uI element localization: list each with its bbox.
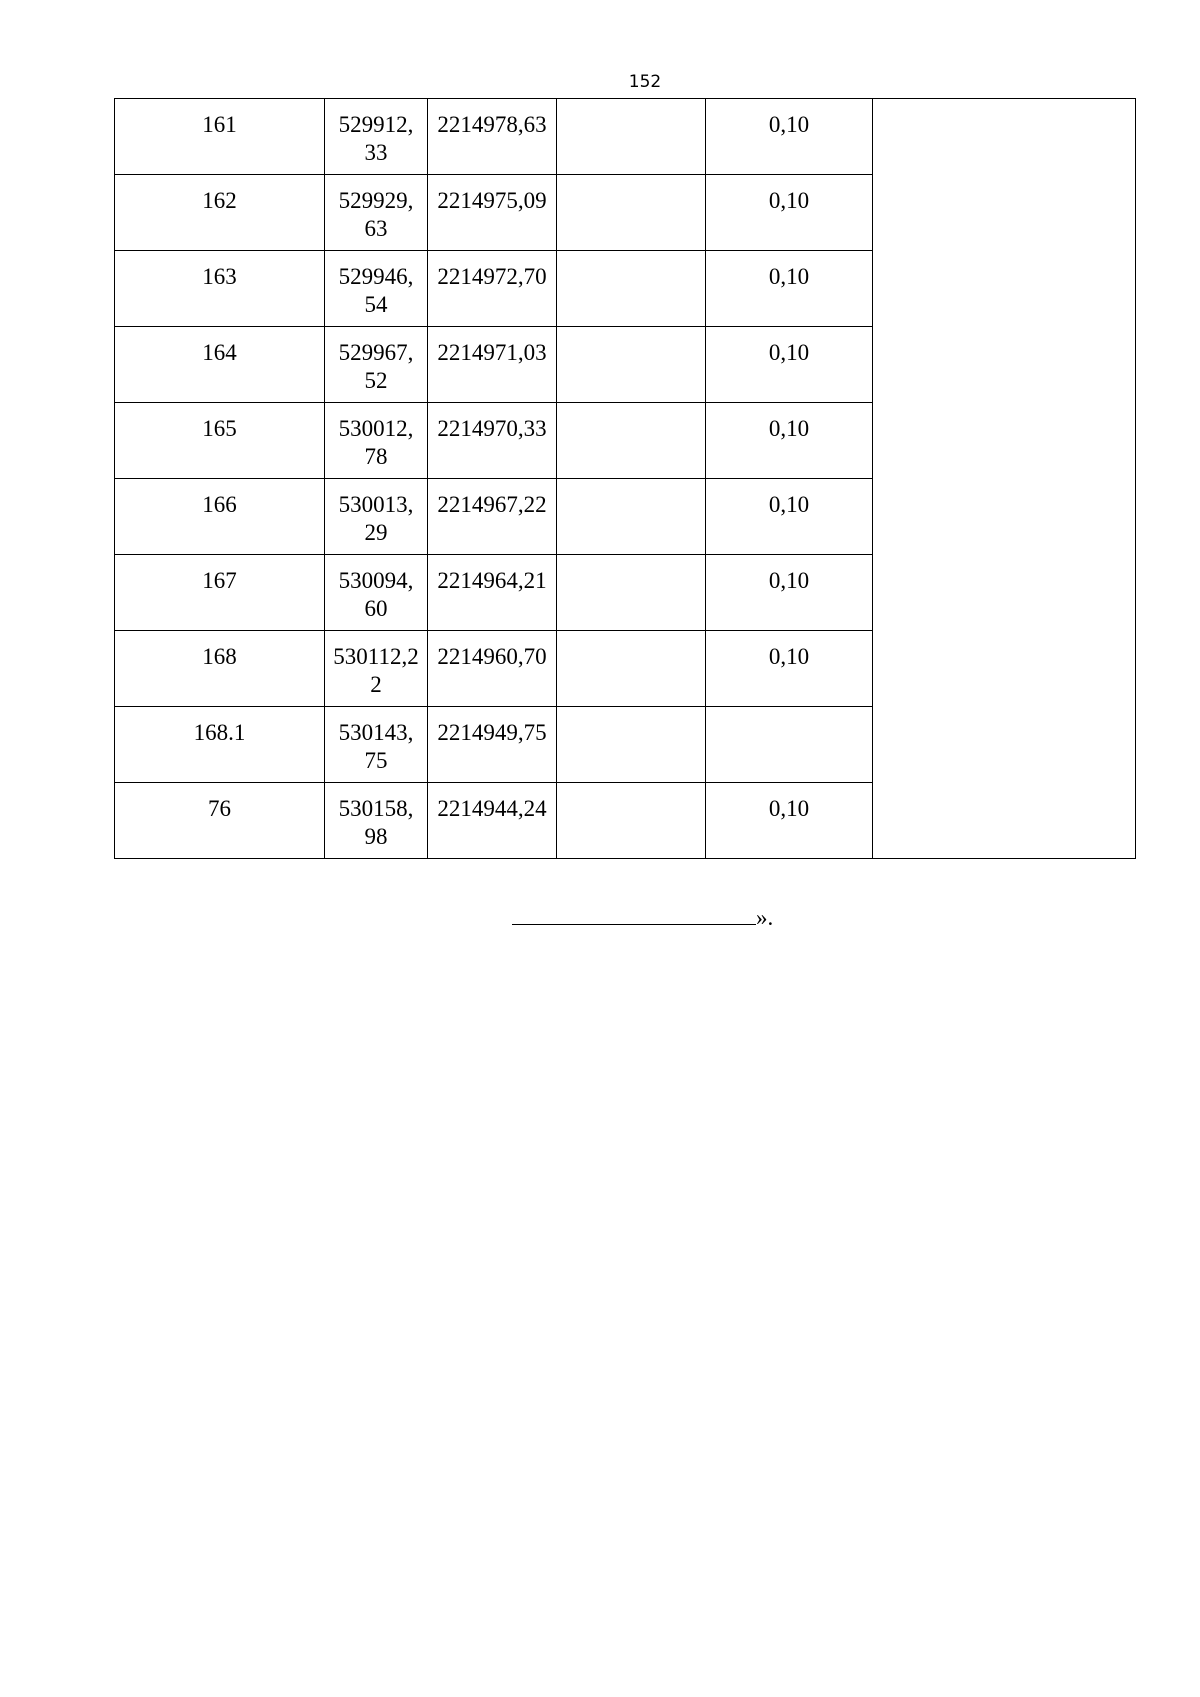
table-row	[115, 99, 1136, 175]
empty-cell	[557, 251, 706, 327]
accuracy-cell: 0,10	[706, 327, 873, 403]
accuracy-cell: 0,10	[706, 783, 873, 859]
closing-quote-mark: ».	[756, 905, 774, 930]
y-coordinate-cell: 2214964,21	[428, 555, 557, 631]
accuracy-cell	[706, 707, 873, 783]
y-coordinate-cell: 2214970,33	[428, 403, 557, 479]
accuracy-cell: 0,10	[706, 631, 873, 707]
empty-cell	[557, 175, 706, 251]
empty-cell	[557, 555, 706, 631]
empty-cell	[557, 631, 706, 707]
x-coordinate-cell: 529946,54	[325, 251, 428, 327]
merged-notes-cell	[873, 99, 1136, 859]
x-coordinate-cell: 530112,22	[325, 631, 428, 707]
point-number-cell: 163	[115, 251, 325, 327]
y-coordinate-cell: 2214978,63	[428, 99, 557, 175]
point-number-cell: 165	[115, 403, 325, 479]
x-coordinate-cell: 530094,60	[325, 555, 428, 631]
point-number-cell: 168	[115, 631, 325, 707]
y-coordinate-cell: 2214944,24	[428, 783, 557, 859]
accuracy-cell: 0,10	[706, 251, 873, 327]
accuracy-cell: 0,10	[706, 175, 873, 251]
accuracy-cell: 0,10	[706, 555, 873, 631]
y-coordinate-cell: 2214971,03	[428, 327, 557, 403]
empty-cell	[557, 707, 706, 783]
empty-cell	[557, 99, 706, 175]
empty-cell	[557, 783, 706, 859]
x-coordinate-cell: 530012,78	[325, 403, 428, 479]
x-coordinate-cell: 529967,52	[325, 327, 428, 403]
y-coordinate-cell: 2214975,09	[428, 175, 557, 251]
coordinates-table	[114, 98, 1136, 859]
accuracy-cell: 0,10	[706, 479, 873, 555]
accuracy-cell: 0,10	[706, 403, 873, 479]
empty-cell	[557, 403, 706, 479]
point-number-cell: 167	[115, 555, 325, 631]
y-coordinate-cell: 2214967,22	[428, 479, 557, 555]
y-coordinate-cell: 2214949,75	[428, 707, 557, 783]
closing-line	[512, 904, 773, 931]
empty-cell	[557, 479, 706, 555]
point-number-cell: 162	[115, 175, 325, 251]
point-number-cell: 76	[115, 783, 325, 859]
point-number-cell: 166	[115, 479, 325, 555]
x-coordinate-cell: 529929,63	[325, 175, 428, 251]
point-number-cell: 161	[115, 99, 325, 175]
y-coordinate-cell: 2214960,70	[428, 631, 557, 707]
accuracy-cell: 0,10	[706, 99, 873, 175]
page-number: 152	[628, 72, 662, 92]
x-coordinate-cell: 529912,33	[325, 99, 428, 175]
point-number-cell: 168.1	[115, 707, 325, 783]
coordinates-table-body	[115, 99, 1136, 859]
point-number-cell: 164	[115, 327, 325, 403]
x-coordinate-cell: 530143,75	[325, 707, 428, 783]
y-coordinate-cell: 2214972,70	[428, 251, 557, 327]
x-coordinate-cell: 530158,98	[325, 783, 428, 859]
signature-underline	[512, 904, 756, 925]
x-coordinate-cell: 530013,29	[325, 479, 428, 555]
empty-cell	[557, 327, 706, 403]
